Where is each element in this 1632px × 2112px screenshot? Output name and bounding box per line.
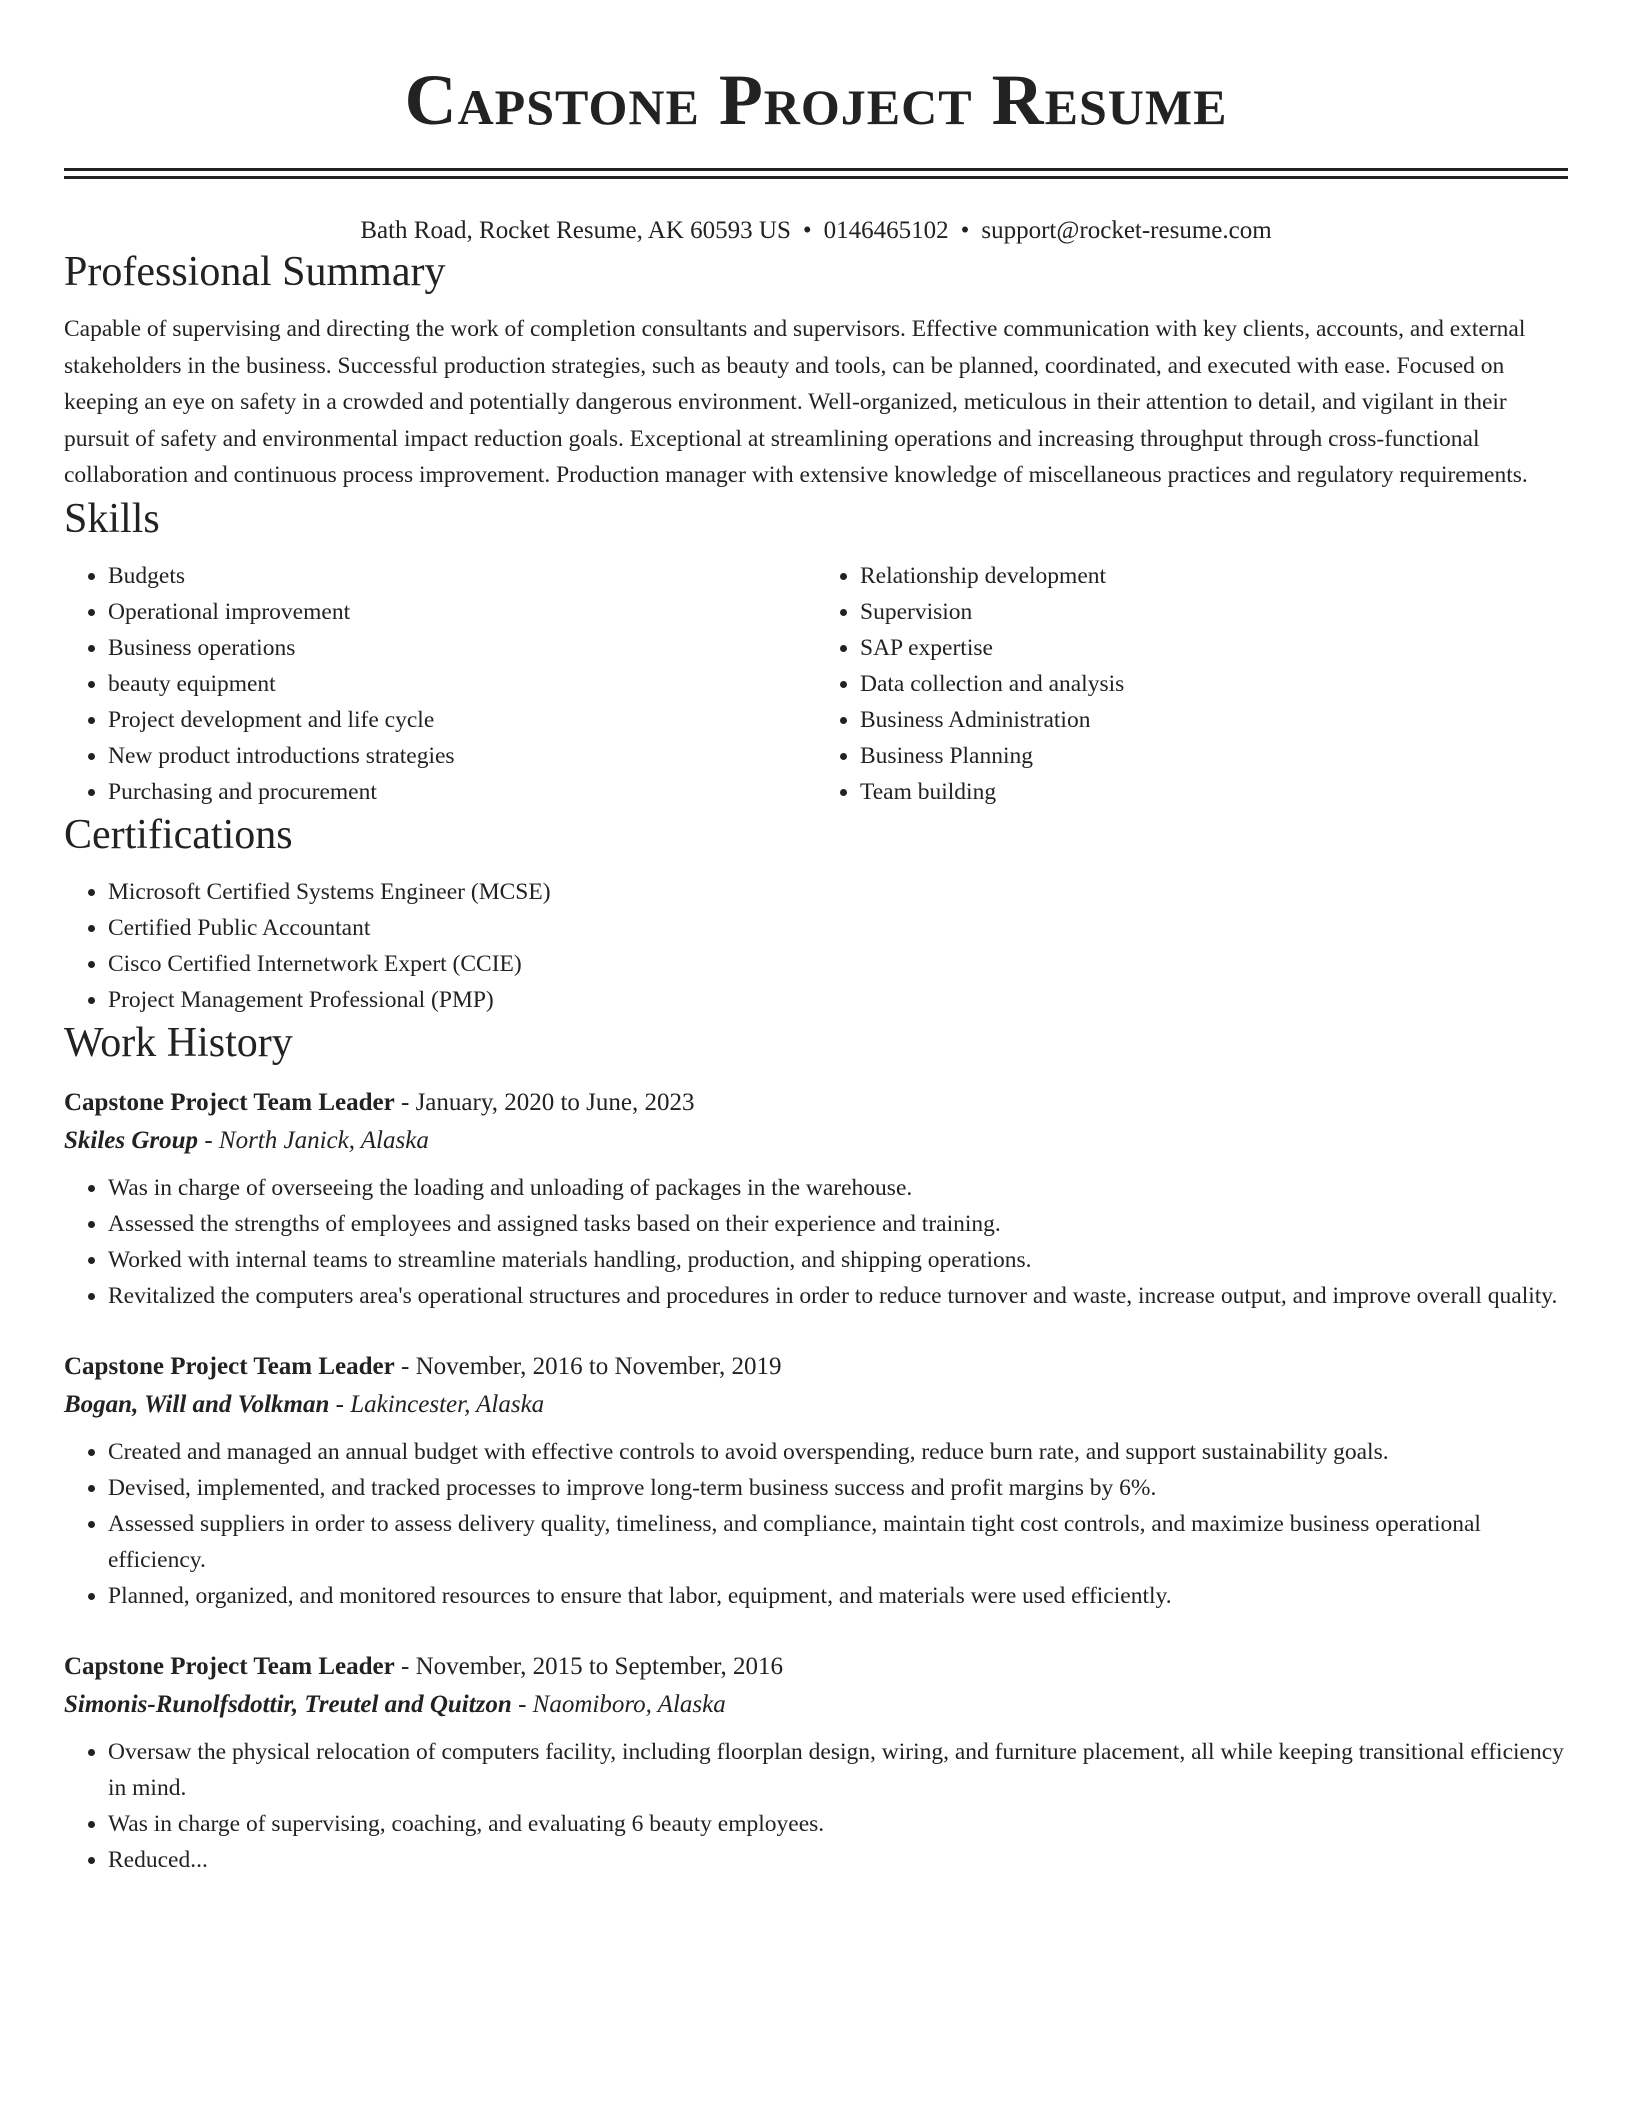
job-role: Capstone Project Team Leader <box>64 1088 395 1116</box>
job-dates: November, 2015 to September, 2016 <box>415 1652 783 1680</box>
job-bullets <box>64 1434 1568 1614</box>
certification-item: • Microsoft Certified Systems Engineer (MCSE) <box>108 874 1568 910</box>
work-history-heading: Work History <box>64 1019 293 1066</box>
job-bullet: • Planned, organized, and monitored resources to ensure that labor, equipment, and materials were used efficiently. <box>108 1578 1568 1614</box>
job-title-line <box>64 1348 1568 1386</box>
job-bullet: • Reduced... <box>108 1842 1568 1878</box>
skill-item: • Business operations <box>108 630 816 666</box>
job-title-line <box>64 1084 1568 1122</box>
job-bullet: • Assessed the strengths of employees and assigned tasks based on their experience and training. <box>108 1206 1568 1242</box>
skill-item: • Budgets <box>108 558 816 594</box>
job-dash: - <box>401 1352 410 1380</box>
job-bullet: • Worked with internal teams to streamline materials handling, production, and shipping operations. <box>108 1242 1568 1278</box>
job-bullet: • Oversaw the physical relocation of computers facility, including floorplan design, wiring, and furniture placement, all while keeping transitional efficiency in mind. <box>108 1734 1568 1806</box>
job-bullet: • Devised, implemented, and tracked processes to improve long-term business success and profit margins by 6%. <box>108 1470 1568 1506</box>
skill-item: • SAP expertise <box>860 630 1568 666</box>
job-bullet: • Was in charge of supervising, coaching, and evaluating 6 beauty employees. <box>108 1806 1568 1842</box>
skill-item: • Project development and life cycle <box>108 702 816 738</box>
skills-columns <box>64 558 1568 810</box>
job-dash: - <box>204 1126 213 1154</box>
job-company-line <box>64 1122 1568 1160</box>
skill-item: • Relationship development <box>860 558 1568 594</box>
skills-list-left <box>64 558 816 810</box>
skills-heading: Skills <box>64 495 160 542</box>
skill-item: • Purchasing and procurement <box>108 774 816 810</box>
job-bullet: • Assessed suppliers in order to assess delivery quality, timeliness, and compliance, maintain tight cost controls, and maximize business operational efficiency. <box>108 1506 1568 1578</box>
skill-item: • Data collection and analysis <box>860 666 1568 702</box>
skill-item: • Team building <box>860 774 1568 810</box>
resume-title: Capstone Project Resume <box>404 60 1228 140</box>
skill-item: • New product introductions strategies <box>108 738 816 774</box>
contact-separator: • <box>960 217 970 244</box>
skills-list-right <box>816 558 1568 810</box>
job-entry <box>64 1648 1568 1878</box>
skill-item: • Operational improvement <box>108 594 816 630</box>
job-dates: January, 2020 to June, 2023 <box>415 1088 695 1116</box>
job-company-line <box>64 1686 1568 1724</box>
job-dash: - <box>518 1690 527 1718</box>
contact-separator: • <box>802 217 812 244</box>
job-company: Bogan, Will and Volkman <box>64 1390 330 1418</box>
skills-column-right <box>816 558 1568 810</box>
skill-item: • beauty equipment <box>108 666 816 702</box>
skill-item: • Supervision <box>860 594 1568 630</box>
title-divider <box>64 168 1568 179</box>
contact-email[interactable]: support@rocket-resume.com <box>981 217 1272 244</box>
contact-line <box>64 215 1568 247</box>
job-location: North Janick, Alaska <box>218 1126 429 1154</box>
job-bullet: • Was in charge of overseeing the loading and unloading of packages in the warehouse. <box>108 1170 1568 1206</box>
certifications-list <box>64 874 1568 1018</box>
job-dates: November, 2016 to November, 2019 <box>415 1352 782 1380</box>
job-bullets <box>64 1170 1568 1314</box>
job-role: Capstone Project Team Leader <box>64 1352 395 1380</box>
job-dash: - <box>335 1390 344 1418</box>
job-entry <box>64 1084 1568 1314</box>
skill-item: • Business Planning <box>860 738 1568 774</box>
contact-phone: 0146465102 <box>823 217 949 244</box>
job-entry <box>64 1348 1568 1614</box>
contact-address: Bath Road, Rocket Resume, AK 60593 US <box>360 217 791 244</box>
certification-item: • Certified Public Accountant <box>108 910 1568 946</box>
job-location: Naomiboro, Alaska <box>532 1690 726 1718</box>
job-bullet: • Created and managed an annual budget with effective controls to avoid overspending, reduce burn rate, and support sustainability goals. <box>108 1434 1568 1470</box>
job-dash: - <box>401 1652 410 1680</box>
job-company: Skiles Group <box>64 1126 199 1154</box>
job-location: Lakincester, Alaska <box>350 1390 545 1418</box>
summary-text: Capable of supervising and directing the work of completion consultants and supervisors. Effective communication with key clients, accounts, and external stakeholders in the business. Successful production strategies, such as beauty and tools, can be planned, coordinated, and executed with ease. Focused on keeping an eye on safety in a crowded and potentially dangerous environment. Well-organized, meticulous in their attention to detail, and vigilant in their pursuit of safety and environmental impact reduction goals. Exceptional at streamlining operations and increasing throughput through cross-functional collaboration and continuous process improvement. Production manager with extensive knowledge of miscellaneous practices and regulatory requirements. <box>64 316 1528 488</box>
job-bullet: • Revitalized the computers area's operational structures and procedures in order to reduce turnover and waste, increase output, and improve overall quality. <box>108 1278 1568 1314</box>
summary-heading: Professional Summary <box>64 249 446 295</box>
certification-item: • Cisco Certified Internetwork Expert (CCIE) <box>108 946 1568 982</box>
job-dash: - <box>401 1088 410 1116</box>
skill-item: • Business Administration <box>860 702 1568 738</box>
job-title-line <box>64 1648 1568 1686</box>
job-bullets <box>64 1734 1568 1878</box>
job-company: Simonis-Runolfsdottir, Treutel and Quitzon <box>64 1690 512 1718</box>
skills-column-left <box>64 558 816 810</box>
job-role: Capstone Project Team Leader <box>64 1652 395 1680</box>
certification-item: • Project Management Professional (PMP) <box>108 982 1568 1018</box>
job-company-line <box>64 1386 1568 1424</box>
certifications-heading: Certifications <box>64 811 293 858</box>
